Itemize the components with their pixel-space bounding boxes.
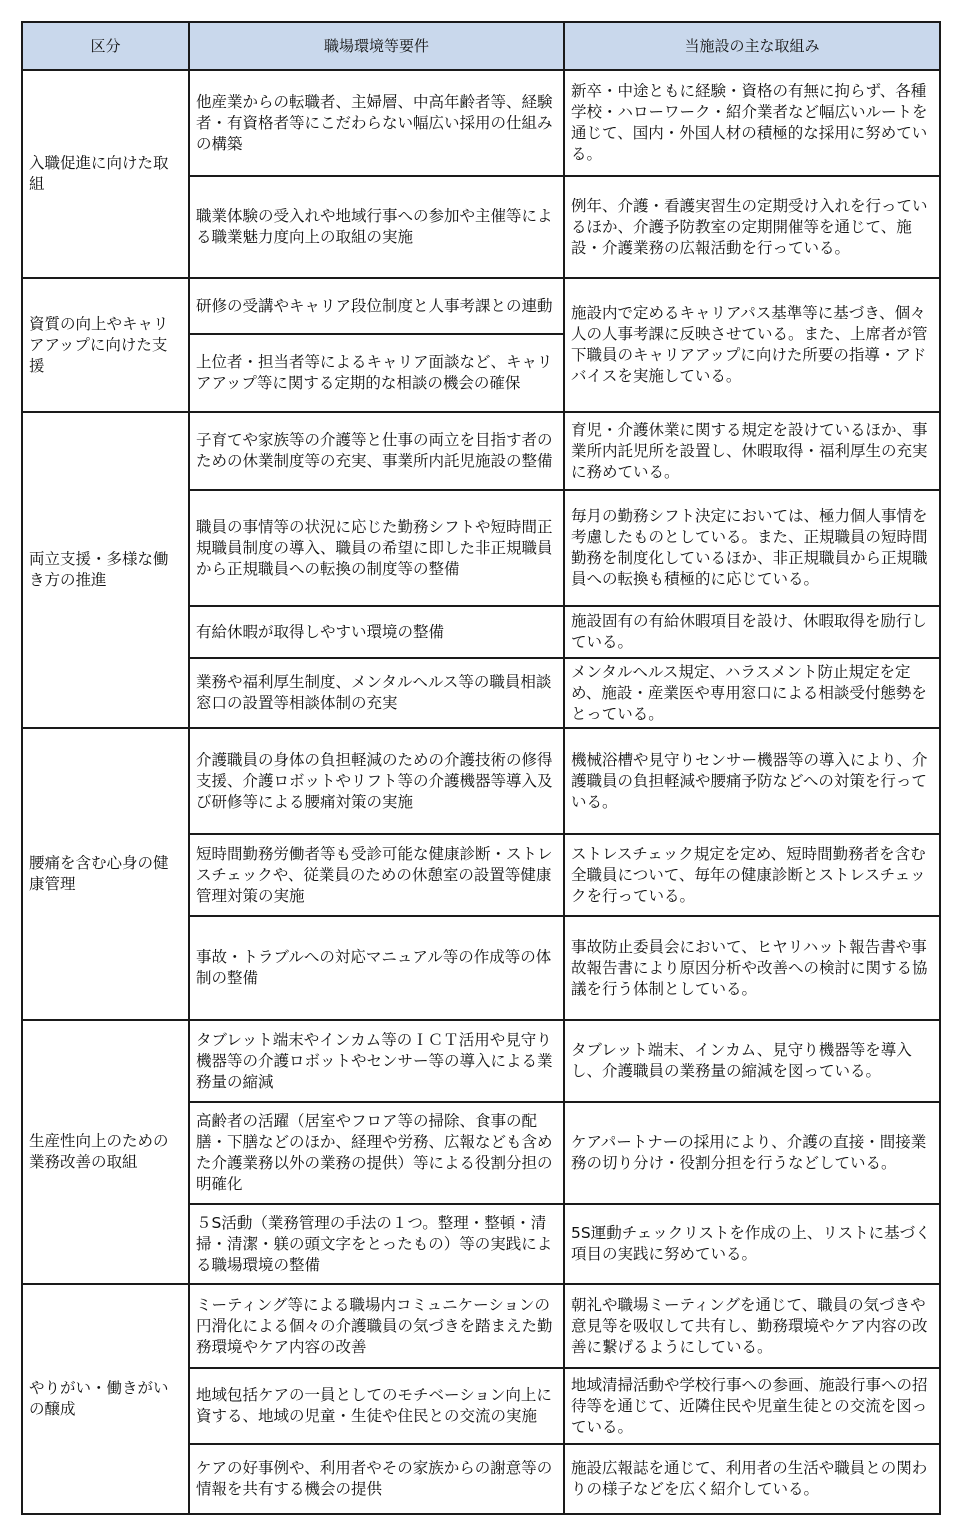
table-row (22, 1020, 940, 1102)
initiative-cell: メンタルヘルス規定、ハラスメント防止規定を定め、施設・産業医や専用窓口による相談受付態勢をとっている。 (564, 658, 940, 728)
table-row (22, 728, 940, 834)
table-row (22, 412, 940, 490)
requirements-table (21, 21, 941, 1515)
requirement-cell: 有給休暇が取得しやすい環境の整備 (189, 606, 564, 658)
requirement-cell: 地域包括ケアの一員としてのモチベーション向上に資する、地域の児童・生徒や住民との交流の実施 (189, 1368, 564, 1444)
category-cell: やりがい・働きがいの醸成 (22, 1284, 189, 1514)
category-cell: 生産性向上のための業務改善の取組 (22, 1020, 189, 1284)
requirement-cell: 事故・トラブルへの対応マニュアル等の作成等の体制の整備 (189, 916, 564, 1020)
initiative-cell: 5S運動チェックリストを作成の上、リストに基づく項目の実践に努めている。 (564, 1204, 940, 1284)
requirement-cell: 職業体験の受入れや地域行事への参加や主催等による職業魅力度向上の取組の実施 (189, 176, 564, 278)
requirement-cell: 業務や福利厚生制度、メンタルヘルス等の職員相談窓口の設置等相談体制の充実 (189, 658, 564, 728)
table-header-row (22, 22, 940, 70)
initiative-cell: 例年、介護・看護実習生の定期受け入れを行っているほか、介護予防教室の定期開催等を通じて、施設・介護業務の広報活動を行っている。 (564, 176, 940, 278)
requirement-cell: タブレット端末やインカム等のＩＣＴ活用や見守り機器等の介護ロボットやセンサー等の導入による業務量の縮減 (189, 1020, 564, 1102)
requirement-cell: 高齢者の活躍（居室やフロア等の掃除、食事の配膳・下膳などのほか、経理や労務、広報なども含めた介護業務以外の業務の提供）等による役割分担の明確化 (189, 1102, 564, 1204)
header-initiative: 当施設の主な取組み (564, 22, 940, 70)
requirement-cell: ケアの好事例や、利用者やその家族からの謝意等の情報を共有する機会の提供 (189, 1444, 564, 1514)
initiative-cell: 施設広報誌を通じて、利用者の生活や職員との関わりの様子などを広く紹介している。 (564, 1444, 940, 1514)
initiative-cell: 朝礼や職場ミーティングを通じて、職員の気づきや意見等を吸収して共有し、勤務環境やケア内容の改善に繋げるようにしている。 (564, 1284, 940, 1368)
table-row (22, 278, 940, 334)
initiative-cell: ケアパートナーの採用により、介護の直接・間接業務の切り分け・役割分担を行うなどしている。 (564, 1102, 940, 1204)
requirement-cell: 短時間勤務労働者等も受診可能な健康診断・ストレスチェックや、従業員のための休憩室の設置等健康管理対策の実施 (189, 834, 564, 916)
requirement-cell: 子育てや家族等の介護等と仕事の両立を目指す者のための休業制度等の充実、事業所内託児施設の整備 (189, 412, 564, 490)
table-row (22, 1284, 940, 1368)
initiative-cell: 地域清掃活動や学校行事への参画、施設行事への招待等を通じて、近隣住民や児童生徒との交流を図っている。 (564, 1368, 940, 1444)
initiative-cell: タブレット端末、インカム、見守り機器等を導入し、介護職員の業務量の縮減を図っている。 (564, 1020, 940, 1102)
initiative-cell: 施設内で定めるキャリアパス基準等に基づき、個々人の人事考課に反映させている。また、上席者が管下職員のキャリアアップに向けた所要の指導・アドバイスを実施している。 (564, 278, 940, 412)
requirement-cell: 他産業からの転職者、主婦層、中高年齢者等、経験者・有資格者等にこだわらない幅広い採用の仕組みの構築 (189, 70, 564, 176)
initiative-cell: 施設固有の有給休暇項目を設け、休暇取得を励行している。 (564, 606, 940, 658)
category-cell: 両立支援・多様な働き方の推進 (22, 412, 189, 728)
requirement-cell: 研修の受講やキャリア段位制度と人事考課との連動 (189, 278, 564, 334)
category-cell: 入職促進に向けた取組 (22, 70, 189, 278)
requirement-cell: ５S活動（業務管理の手法の１つ。整理・整頓・清掃・清潔・躾の頭文字をとったもの）等の実践による職場環境の整備 (189, 1204, 564, 1284)
initiative-cell: 育児・介護休業に関する規定を設けているほか、事業所内託児所を設置し、休暇取得・福利厚生の充実に務めている。 (564, 412, 940, 490)
requirement-cell: 職員の事情等の状況に応じた勤務シフトや短時間正規職員制度の導入、職員の希望に即した非正規職員から正規職員への転換の制度等の整備 (189, 490, 564, 606)
initiative-cell: 毎月の勤務シフト決定においては、極力個人事情を考慮したものとしている。また、正規職員の短時間勤務を制度化しているほか、非正規職員から正規職員への転換も積極的に応じている。 (564, 490, 940, 606)
requirement-cell: 上位者・担当者等によるキャリア面談など、キャリアアップ等に関する定期的な相談の機会の確保 (189, 334, 564, 412)
initiative-cell: 機械浴槽や見守りセンサー機器等の導入により、介護職員の負担軽減や腰痛予防などへの対策を行っている。 (564, 728, 940, 834)
category-cell: 腰痛を含む心身の健康管理 (22, 728, 189, 1020)
category-cell: 資質の向上やキャリアアップに向けた支援 (22, 278, 189, 412)
initiative-cell: 事故防止委員会において、ヒヤリハット報告書や事故報告書により原因分析や改善への検討に関する協議を行う体制としている。 (564, 916, 940, 1020)
requirement-cell: 介護職員の身体の負担軽減のための介護技術の修得支援、介護ロボットやリフト等の介護機器等導入及び研修等による腰痛対策の実施 (189, 728, 564, 834)
initiative-cell: 新卒・中途ともに経験・資格の有無に拘らず、各種学校・ハローワーク・紹介業者など幅広いルートを通じて、国内・外国人材の積極的な採用に努めている。 (564, 70, 940, 176)
requirement-cell: ミーティング等による職場内コミュニケーションの円滑化による個々の介護職員の気づきを踏まえた勤務環境やケア内容の改善 (189, 1284, 564, 1368)
table-row (22, 70, 940, 176)
header-category: 区分 (22, 22, 189, 70)
initiative-cell: ストレスチェック規定を定め、短時間勤務者を含む全職員について、毎年の健康診断とストレスチェックを行っている。 (564, 834, 940, 916)
header-requirement: 職場環境等要件 (189, 22, 564, 70)
